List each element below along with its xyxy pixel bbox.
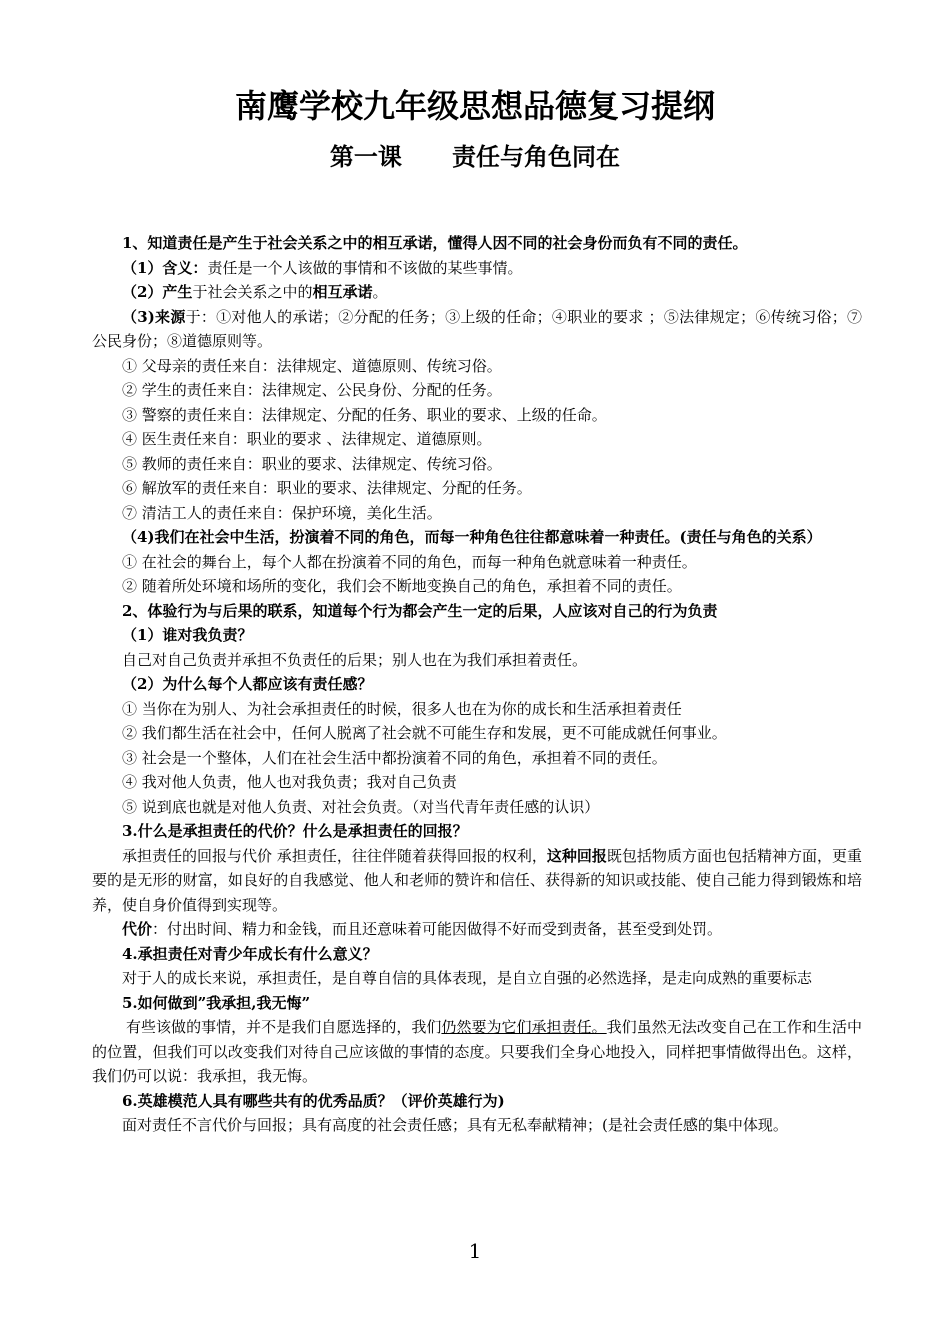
list-item: ⑤ 教师的责任来自：职业的要求、法律规定、传统习俗。 — [122, 454, 502, 473]
subheading: （2）为什么每个人都应该有责任感？ — [122, 675, 373, 693]
list-item: ⑥ 解放军的责任来自：职业的要求、法律规定、分配的任务。 — [122, 479, 532, 497]
section-heading-5: 5.如何做到”我承担,我无悔” — [122, 993, 311, 1012]
paragraph — [92, 917, 862, 942]
list-item: ⑤ 说到底也就是对他人负责、对社会负责。（对当代青年责任感的认识） — [122, 797, 600, 816]
list-item: ① 在社会的舞台上，每个人都在扮演着不同的角色，而每一种角色就意味着一种责任。 — [122, 552, 697, 571]
list-item: ③ 警察的责任来自：法律规定、分配的任务、职业的要求、上级的任命。 — [122, 405, 607, 424]
underlined-span: 仍然要为它们承担责任。 — [441, 1018, 607, 1036]
paragraph — [92, 305, 862, 354]
text-span: 承担责任的回报与代价 承担责任，往往伴随着获得回报的权利， — [122, 846, 547, 865]
section-heading-3: 3.什么是承担责任的代价？什么是承担责任的回报？ — [122, 822, 468, 840]
paragraph: 自己对自己负责并承担不负责任的后果；别人也在为我们承担着责任。 — [122, 650, 588, 669]
list-item: ① 当你在为别人、为社会承担责任的时候，很多人也在为你的成长和生活承担着责任 — [122, 699, 682, 718]
list-item: ⑦ 清洁工人的责任来自：保护环境，美化生活。 — [122, 503, 442, 522]
text-span: ：付出时间、精力和金钱，而且还意味着可能因做得不好而受到责备，甚至受到处罚。 — [152, 920, 723, 938]
bold-span: 相互承诺 — [312, 283, 373, 301]
bold-label: （1）含义： — [122, 258, 208, 277]
paragraph — [92, 1015, 862, 1089]
list-item: ② 随着所处环境和场所的变化，我们会不断地变换自己的角色，承担着不同的责任。 — [122, 577, 682, 595]
list-item: ④ 我对他人负责，他人也对我负责；我对自己负责 — [122, 773, 457, 791]
list-item: ④ 医生责任来自：职业的要求 、法律规定、道德原则。 — [122, 430, 492, 448]
list-item: ① 父母亲的责任来自：法律规定、道德原则、传统习俗。 — [122, 356, 502, 375]
text-span: 责任是一个人该做的事情和不该做的某些事情。 — [207, 258, 523, 277]
paragraph: 面对责任不言代价与回报；具有高度的社会责任感；具有无私奉献精神；(是社会责任感的集中体现。 — [122, 1116, 788, 1134]
document-title: 南鹰学校九年级思想品德复习提纲 — [234, 87, 715, 125]
list-item: ③ 社会是一个整体，人们在社会生活中都扮演着不同的角色，承担着不同的责任。 — [122, 748, 667, 767]
subheading: （4)我们在社会中生活，扮演着不同的角色，而每一种角色往往都意味着一种责任。(责任与角色的关系） — [122, 528, 822, 546]
section-heading-2: 2、体验行为与后果的联系，知道每个行为都会产生一定的后果，人应该对自己的行为负责 — [122, 601, 718, 620]
text-span: 有些该做的事情，并不是我们自愿选择的，我们 — [126, 1018, 442, 1036]
paragraph: 对于人的成长来说，承担责任，是自尊自信的具体表现，是自立自强的必然选择，是走向成熟的重要标志 — [122, 969, 813, 987]
section-heading-4: 4.承担责任对青少年成长有什么意义？ — [122, 944, 378, 963]
list-item: ② 我们都生活在社会中，任何人脱离了社会就不可能生存和发展，更不可能成就任何事业。 — [122, 724, 727, 742]
list-item: ② 学生的责任来自：法律规定、公民身份、分配的任务。 — [122, 381, 502, 399]
text-span: 于社会关系之中的 — [192, 283, 313, 301]
text-span: 既包括物质方面也包括精神方面，更重要的是无形的财富，如良好的自我感觉、他人和老师的赞许和信任、获得新的知识或技能、使自己能力得到锻炼和培养，使自身价值得到实现等。 — [92, 846, 862, 914]
bold-label: （3)来源 — [122, 307, 186, 326]
bold-label: 代价 — [122, 920, 153, 938]
subheading: （1）谁对我负责？ — [122, 626, 253, 644]
paragraph — [92, 844, 862, 918]
bold-span: 这种回报 — [546, 846, 607, 865]
page-number: 1 — [468, 1239, 482, 1263]
section-heading-6: 6.英雄模范人具有哪些共有的优秀品质？（评价英雄行为) — [122, 1091, 505, 1110]
paragraph — [92, 280, 862, 305]
section-heading-1: 1、知道责任是产生于社会关系之中的相互承诺，懂得人因不同的社会身份而负有不同的责任。 — [122, 234, 748, 252]
text-span: 我们虽然无法改变自己在工作和生活中的位置，但我们可以改变我们对待自己应该做的事情的态度。只要我们全身心地投入，同样把事情做得出色。这样，我们仍可以说：我承担，我无悔。 — [92, 1018, 862, 1085]
bold-label: （2）产生 — [122, 283, 193, 301]
document-body — [92, 231, 862, 1138]
paragraph — [92, 256, 862, 281]
text-span: 于：①对他人的承诺；②分配的任务；③上级的任命；④职业的要求 ；⑤法律规定；⑥传统习俗；⑦公民身份；⑧道德原则等。 — [92, 307, 862, 350]
text-span: 。 — [372, 283, 388, 301]
lesson-title: 第一课 责任与角色同在 — [329, 143, 621, 171]
